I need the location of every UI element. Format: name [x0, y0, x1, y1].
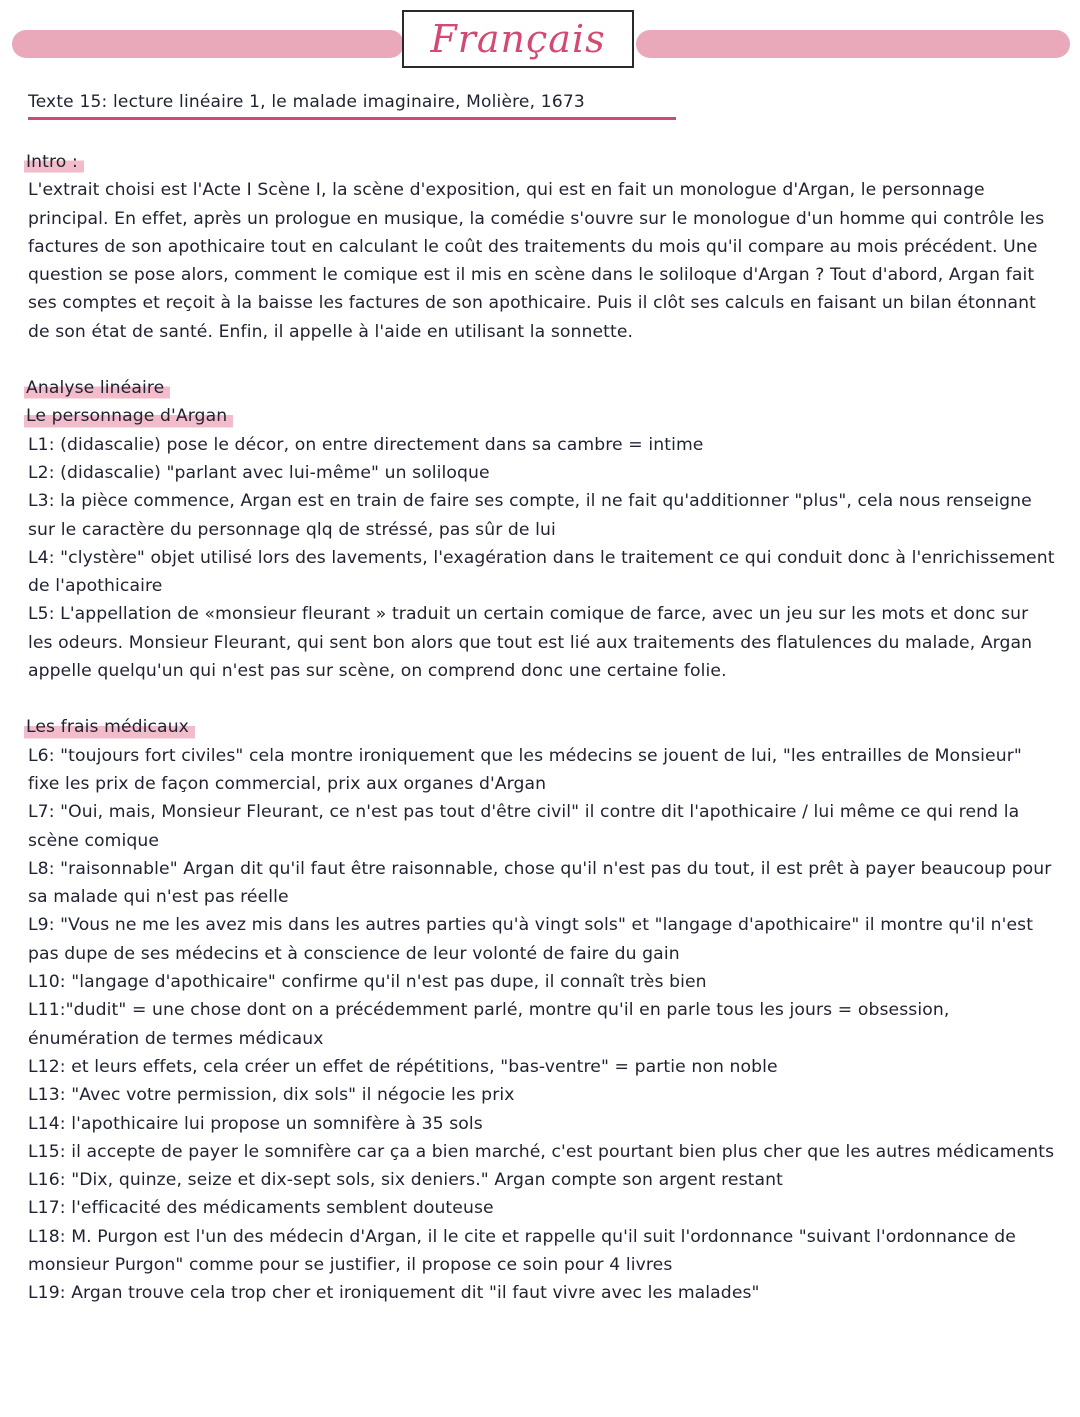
list-item: L1: (didascalie) pose le décor, on entre directement dans sa cambre = intime: [28, 434, 704, 455]
title-banner: [0, 10, 1080, 72]
section-heading-frais: Les frais médicaux: [24, 713, 195, 741]
analysis-heading: Analyse linéaire: [24, 374, 170, 402]
list-item: L9: "Vous ne me les avez mis dans les autres parties qu'à vingt sols" et "langage d'apothicaire" il montre qu'il n'est pas dupe de ses médecins et à conscience de leur volonté de faire du gain: [28, 915, 1034, 964]
banner-bar-left: [12, 30, 404, 58]
list-item: L3: la pièce commence, Argan est en train de faire ses compte, il ne fait qu'additionner "plus", cela nous renseigne sur le caractère du personnage qlq de stréssé, pas sûr de lui: [28, 491, 1032, 540]
list-item: L16: "Dix, quinze, seize et dix-sept sols, six deniers." Argan compte son argent restant: [28, 1170, 783, 1191]
list-item: L10: "langage d'apothicaire" confirme qu'il n'est pas dupe, il connaît très bien: [28, 972, 707, 993]
list-item: L11:"dudit" = une chose dont on a précédemment parlé, montre qu'il en parle tous les jours = obsession, énumération de termes médicaux: [28, 1000, 950, 1049]
list-item: L18: M. Purgon est l'un des médecin d'Argan, il le cite et rappelle qu'il suit l'ordonnance "suivant l'ordonnance de monsieur Purgon" comme pour se justifier, il propose ce soin pour 4 livres: [28, 1226, 1016, 1275]
list-item: L8: "raisonnable" Argan dit qu'il faut être raisonnable, chose qu'il n'est pas du tout, il est prêt à payer beaucoup pour sa malade qui n'est pas réelle: [28, 858, 1052, 908]
intro-heading: Intro :: [24, 148, 84, 176]
intro-section: [28, 148, 1056, 346]
list-item: L19: Argan trouve cela trop cher et ironiquement dit "il faut vivre avec les malades": [28, 1283, 760, 1304]
list-item: L17: l'efficacité des médicaments semblent douteuse: [28, 1198, 494, 1219]
subtitle: Texte 15: lecture linéaire 1, le malade imaginaire, Molière, 1673: [28, 92, 585, 112]
list-item: L13: "Avec votre permission, dix sols" il négocie les prix: [28, 1085, 515, 1106]
list-item: L12: et leurs effets, cela créer un effet de répétitions, "bas-ventre" = partie non noble: [28, 1056, 778, 1077]
list-item: L7: "Oui, mais, Monsieur Fleurant, ce n'est pas tout d'être civil" il contre dit l'apothicaire / lui même ce qui rend la scène comique: [28, 802, 1020, 851]
title-box: [402, 10, 634, 68]
page-title: Français: [430, 17, 606, 61]
list-item: L6: "toujours fort civiles" cela montre ironiquement que les médecins se jouent de lui, "les entrailles de Monsieur" fixe les prix de façon commercial, prix aux organes d'Argan: [28, 745, 1022, 794]
subtitle-underline: [28, 117, 676, 120]
list-item: L15: il accepte de payer le somnifère car ça a bien marché, c'est pourtant bien plus cher que les autres médicaments: [28, 1141, 1055, 1162]
banner-bar-right: [636, 30, 1070, 58]
section-heading-argan: Le personnage d'Argan: [24, 402, 233, 430]
analysis-section: [28, 374, 1056, 685]
list-item: L4: "clystère" objet utilisé lors des lavements, l'exagération dans le traitement ce qui conduit donc à l'enrichissement de l'apothicaire: [28, 547, 1055, 597]
intro-text: L'extrait choisi est l'Acte I Scène I, la scène d'exposition, qui est en fait un monologue d'Argan, le personnage principal. En effet, après un prologue en musique, la comédie s'ouvre sur le monologue d'un homme qui contrôle les factures de son apothicaire tout en calculant le coût des traitements du mois qu'il compare au mois précédent. Une question se pose alors, comment le comique est il mis en scène dans le soliloque d'Argan ? Tout d'abord, Argan fait ses comptes et reçoit à la baisse les factures de son apothicaire. Puis il clôt ses calculs en faisant un bilan étonnant de son état de santé. Enfin, il appelle à l'aide en utilisant la sonnette.: [28, 180, 1045, 342]
document-body: [28, 148, 1056, 1308]
list-item: L2: (didascalie) "parlant avec lui-même" un soliloque: [28, 462, 490, 483]
list-item: L5: L'appellation de «monsieur fleurant » traduit un certain comique de farce, avec un jeu sur les mots et donc sur les odeurs. Monsieur Fleurant, qui sent bon alors que tout est lié aux traitements des flatulences du malade, Argan appelle quelqu'un qui n'est pas sur scène, on comprend donc une certaine folie.: [28, 604, 1033, 682]
list-item: L14: l'apothicaire lui propose un somnifère à 35 sols: [28, 1113, 483, 1134]
medical-costs-section: [28, 713, 1056, 1307]
